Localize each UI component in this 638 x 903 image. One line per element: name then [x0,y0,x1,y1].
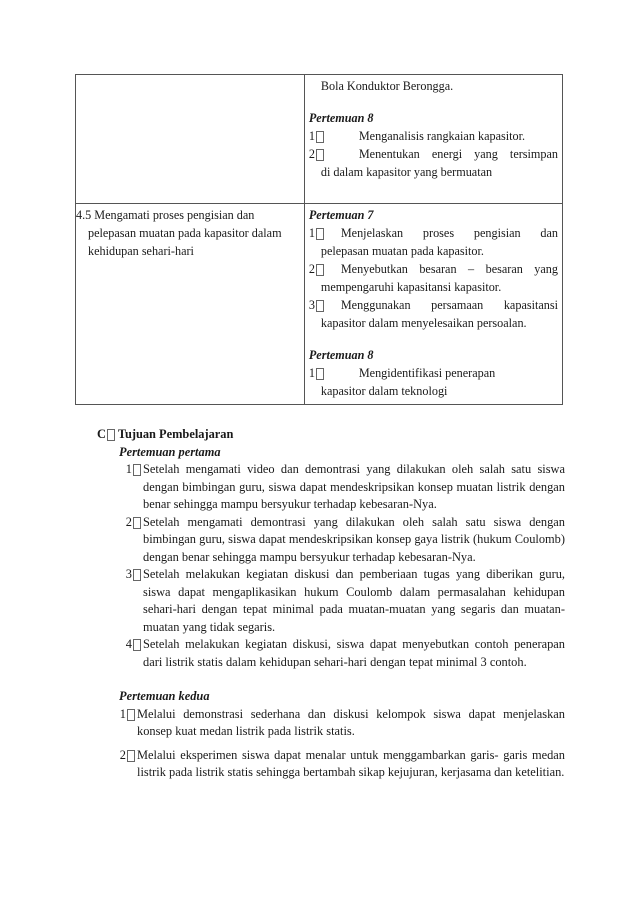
list-item: 2 Menyebutkan besaran – besaran yang [308,262,558,276]
table-row [76,204,563,405]
learning-objectives-section [97,426,565,782]
indicator-cell: Pertemuan 7 1 Menjelaskan proses pengisian dan pelepasan muatan pada kapasitor. 2 Menyebutkan besaran – besaran yang mempengaruhi kapasitansi kapasitor. 3 Menggunakan persamaan kapasitansi kapasitor dalam menyelesaikan persoalan. Pertemuan 8 1 Mengidentifikasi penerapan kapasitor dalam teknologi [304,204,562,405]
meeting-title: Pertemuan 8 [308,111,374,125]
missing-glyph-icon [316,131,324,143]
indicator-cell: Bola Konduktor Berongga. Pertemuan 8 1 Menganalisis rangkaian kapasitor. 2 Menentukan energi yang tersimpan di dalam kapasitor yang bermuatan [304,75,562,204]
competency-cell [76,204,305,405]
missing-glyph-icon [316,149,324,161]
missing-glyph-icon [127,750,135,762]
competency-text: Mengamati proses pengisian dan pelepasan muatan pada kapasitor dalam kehidupan sehari-hari [88,208,282,258]
section-heading: C Tujuan Pembelajaran [97,427,234,441]
missing-glyph-icon [316,228,324,240]
missing-glyph-icon [133,464,141,476]
list-item: 1 Menjelaskan proses pengisian dan [308,226,558,240]
missing-glyph-icon [316,368,324,380]
missing-glyph-icon [133,639,141,651]
missing-glyph-icon [133,569,141,581]
list-item: 4 Setelah melakukan kegiatan diskusi, siswa dapat menyebutkan contoh penerapan dari listrik statis dalam kehidupan sehari-hari dengan tepat minimal 3 contoh. [125,637,565,669]
list-item: 3 Setelah melakukan kegiatan diskusi dan pemberiaan tugas yang diberikan guru, siswa dapat mengaplikasikan hukum Coulomb dalam permasalahan kehidupan sehari-hari dengan tepat minimal pada muatan-muatan yang segaris dan muatan-muatan yang tidak segaris. [125,567,565,634]
missing-glyph-icon [127,709,135,721]
list-item: 3 Menggunakan persamaan kapasitansi [308,298,558,312]
meeting-title: Pertemuan kedua [119,689,210,703]
list-item: 2 Menentukan energi yang tersimpan [308,147,558,161]
meeting-title: Pertemuan 7 [308,208,374,222]
missing-glyph-icon [107,429,115,441]
list-item: 1 Melalui demonstrasi sederhana dan diskusi kelompok siswa dapat menjelaskan konsep kuat medan listrik pada listrik statis. [119,706,565,738]
meeting-title: Pertemuan 8 [308,348,374,362]
missing-glyph-icon [316,300,324,312]
objective-list [97,461,565,671]
competency-number: 4.5 [76,208,92,222]
list-item: 2 Setelah mengamati demontrasi yang dilakukan oleh salah satu siswa dengan bimbingan guru, siswa dapat mendeskripsikan konsep gaya listrik (hukum Coulomb) dengan benar sehingga mampu bersyukur terhadap kebesaran-Nya. [125,514,565,564]
competency-cell-empty [76,75,305,204]
list-item: 1 Mengidentifikasi penerapan [308,366,496,380]
list-item: 2 Melalui eksperimen siswa dapat menalar untuk menggambarkan garis- garis medan listrik pada listrik statis sehingga bertambah sikap kejujuran, kerjasama dan ketelitian. [119,747,565,779]
table-row [76,75,563,204]
list-item: 1 Setelah mengamati video dan demontrasi yang dilakukan oleh salah satu siswa dengan bimbingan guru, siswa dapat mendeskripsikan konsep muatan listrik dengan benar sehingga mampu bersyukur terhadap kebesaran-Nya. [125,462,565,511]
missing-glyph-icon [316,264,324,276]
missing-glyph-icon [133,517,141,529]
list-item: 1 Menganalisis rangkaian kapasitor. [308,129,526,143]
objective-list [97,706,565,782]
indicator-intro: Bola Konduktor Berongga. [320,79,454,93]
competency-table [75,74,563,405]
meeting-title: Pertemuan pertama [119,444,221,459]
